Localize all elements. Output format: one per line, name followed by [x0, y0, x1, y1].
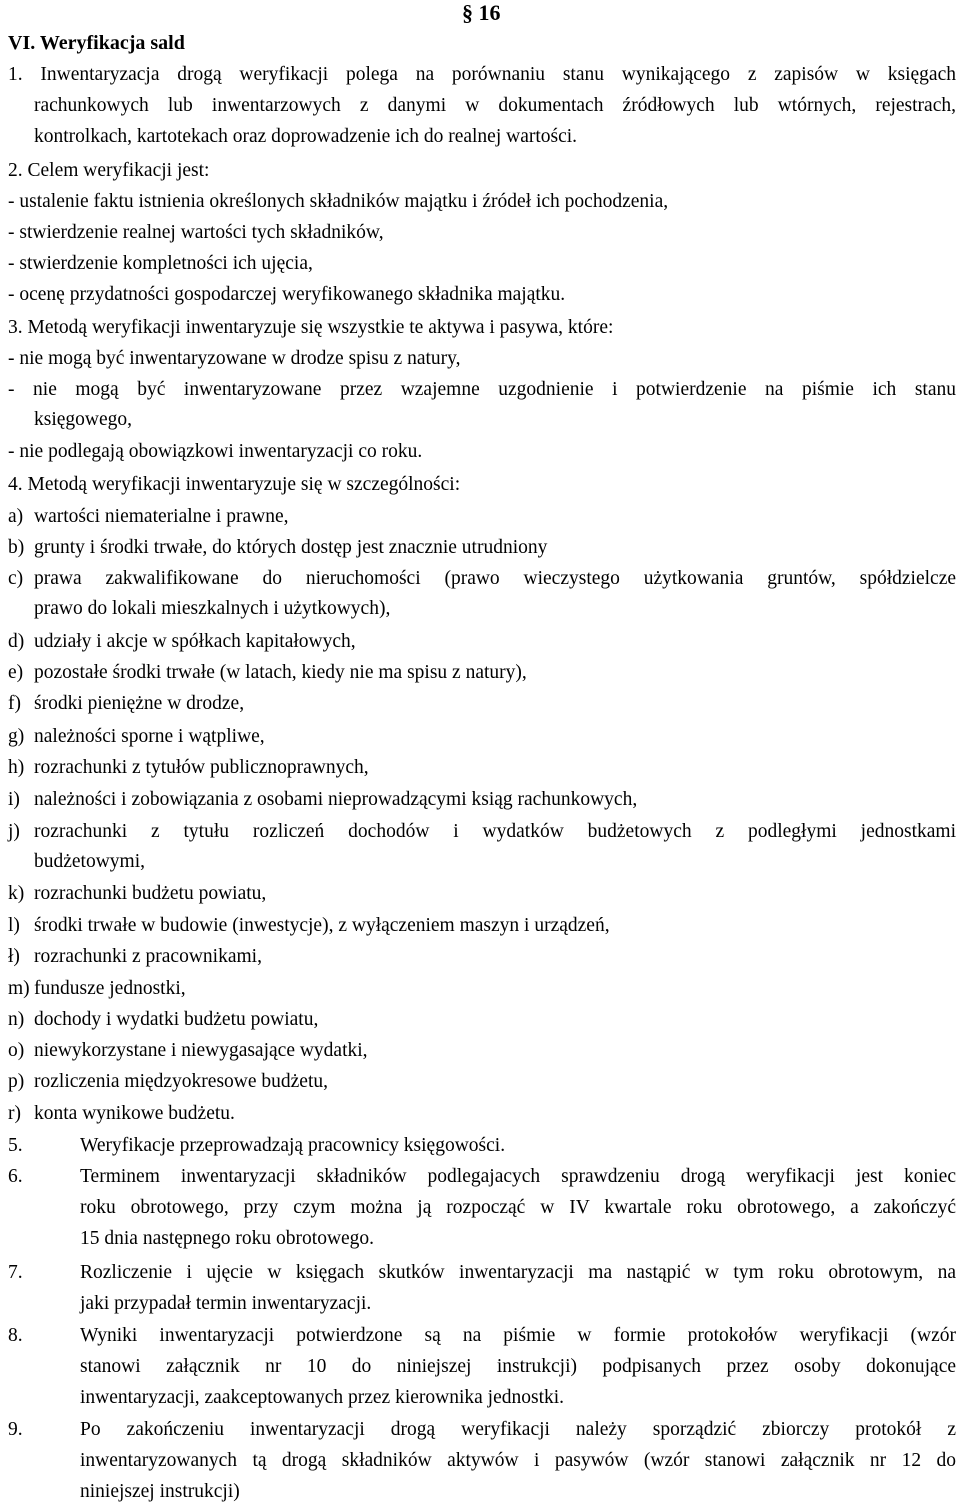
list-item: - stwierdzenie kompletności ich ujęcia, [8, 253, 313, 274]
list-item-letter: e) [8, 662, 24, 683]
paragraph-line: inwentaryzowanych tą drogą składników aktywów i pasywów (wzór stanowi załącznik nr 12 do [80, 1450, 956, 1471]
paragraph-line: niniejszej instrukcji) [80, 1481, 240, 1502]
section-number: § 16 [462, 0, 501, 25]
paragraph-number: 5. [8, 1135, 23, 1156]
list-item-letter: j) [8, 821, 20, 842]
list-item-letter: m) [8, 978, 30, 999]
list-item-text: niewykorzystane i niewygasające wydatki, [34, 1040, 368, 1061]
paragraph-line: Wyniki inwentaryzacji potwierdzone są na piśmie w formie protokołów weryfikacji (wzór [80, 1325, 956, 1346]
list-item-text: rozrachunki z tytułu rozliczeń dochodów i wydatków budżetowych z podległymi jednostkami [34, 821, 956, 842]
list-item-text: środki pieniężne w drodze, [34, 693, 245, 714]
paragraph-number: 7. [8, 1262, 23, 1283]
paragraph-line: jaki przypadał termin inwentaryzacji. [80, 1293, 372, 1314]
list-item-text: fundusze jednostki, [34, 978, 186, 999]
list-item-text: środki trwałe w budowie (inwestycje), z wyłączeniem maszyn i urządzeń, [34, 915, 610, 936]
list-item: - ustalenie faktu istnienia określonych składników majątku i źródeł ich pochodzenia, [8, 191, 669, 212]
list-item-letter: p) [8, 1071, 25, 1092]
list-item: - nie podlegają obowiązkowi inwentaryzacji co roku. [8, 441, 423, 462]
list-item: - stwierdzenie realnej wartości tych składników, [8, 222, 384, 243]
list-item: - ocenę przydatności gospodarczej weryfikowanego składnika majątku. [8, 284, 566, 305]
list-item-letter: a) [8, 506, 24, 527]
list-item-letter: o) [8, 1040, 25, 1061]
paragraph-line: 15 dnia następnego roku obrotowego. [80, 1228, 375, 1249]
list-item-continuation: budżetowymi, [34, 851, 146, 872]
list-item-continuation: prawo do lokali mieszkalnych i użytkowych), [34, 598, 391, 619]
list-item-letter: h) [8, 757, 25, 778]
list-item-text: należności i zobowiązania z osobami nieprowadzącymi ksiąg rachunkowych, [34, 789, 638, 810]
list-item-text: prawa zakwalifikowane do nieruchomości (prawo wieczystego użytkowania gruntów, spółdzielcze [34, 568, 956, 589]
list-item: - nie mogą być inwentaryzowane przez wzajemne uzgodnienie i potwierdzenie na piśmie ich stanu [8, 379, 956, 400]
list-item-text: pozostałe środki trwałe (w latach, kiedy nie ma spisu z natury), [34, 662, 527, 683]
list-item-text: rozliczenia międzyokresowe budżetu, [34, 1071, 328, 1092]
list-item-text: rozrachunki z tytułów publicznoprawnych, [34, 757, 369, 778]
list-item-letter: r) [8, 1103, 21, 1124]
list-item-letter: b) [8, 537, 25, 558]
paragraph-line: roku obrotowego, przy czym można ją rozpocząć w IV kwartale roku obrotowego, a zakończyć [80, 1197, 956, 1218]
list-item-letter: l) [8, 915, 20, 936]
list-item-letter: n) [8, 1009, 25, 1030]
list-item-letter: ł) [8, 946, 20, 967]
list-item-continuation: księgowego, [34, 409, 133, 430]
list-item-text: należności sporne i wątpliwe, [34, 726, 265, 747]
paragraph-line: Po zakończeniu inwentaryzacji drogą weryfikacji należy sporządzić zbiorczy protokół z [80, 1419, 956, 1440]
list-item-text: dochody i wydatki budżetu powiatu, [34, 1009, 319, 1030]
list-item-letter: c) [8, 568, 24, 589]
paragraph-1-line: 1. Inwentaryzacja drogą weryfikacji polega na porównaniu stanu wynikającego z zapisów w księgach [8, 64, 956, 85]
paragraph-line: Rozliczenie i ujęcie w księgach skutków inwentaryzacji ma nastąpić w tym roku obrotowym, na [80, 1262, 956, 1283]
paragraph-number: 9. [8, 1419, 23, 1440]
paragraph-number: 6. [8, 1166, 23, 1187]
list-item-letter: g) [8, 726, 25, 747]
section-heading: VI. Weryfikacja sald [8, 32, 185, 54]
paragraph-2-title: 2. Celem weryfikacji jest: [8, 160, 210, 181]
paragraph-number: 8. [8, 1325, 23, 1346]
paragraph-line: inwentaryzacji, zaakceptowanych przez kierownika jednostki. [80, 1387, 565, 1408]
list-item-text: konta wynikowe budżetu. [34, 1103, 235, 1124]
list-item-letter: k) [8, 883, 25, 904]
list-item-letter: d) [8, 631, 25, 652]
list-item-text: rozrachunki z pracownikami, [34, 946, 262, 967]
paragraph-1-line: rachunkowych lub inwentarzowych z danymi w dokumentach źródłowych lub wtórnych, rejestrach, [34, 95, 956, 116]
paragraph-line: stanowi załącznik nr 10 do niniejszej instrukcji) podpisanych przez osoby dokonujące [80, 1356, 956, 1377]
list-item-letter: f) [8, 693, 21, 714]
list-item-text: udziały i akcje w spółkach kapitałowych, [34, 631, 356, 652]
list-item-text: grunty i środki trwałe, do których dostęp jest znacznie utrudniony [34, 537, 548, 558]
list-item-text: rozrachunki budżetu powiatu, [34, 883, 267, 904]
paragraph-line: Terminem inwentaryzacji składników podlegajacych sprawdzeniu drogą weryfikacji jest koniec [80, 1166, 956, 1187]
paragraph-4-title: 4. Metodą weryfikacji inwentaryzuje się w szczególności: [8, 474, 461, 495]
list-item: - nie mogą być inwentaryzowane w drodze spisu z natury, [8, 348, 461, 369]
paragraph-1-line: kontrolkach, kartotekach oraz doprowadzenie ich do realnej wartości. [34, 126, 578, 147]
paragraph-line: Weryfikacje przeprowadzają pracownicy księgowości. [80, 1135, 506, 1156]
list-item-text: wartości niematerialne i prawne, [34, 506, 289, 527]
list-item-letter: i) [8, 789, 20, 810]
paragraph-3-title: 3. Metodą weryfikacji inwentaryzuje się wszystkie te aktywa i pasywa, które: [8, 317, 614, 338]
